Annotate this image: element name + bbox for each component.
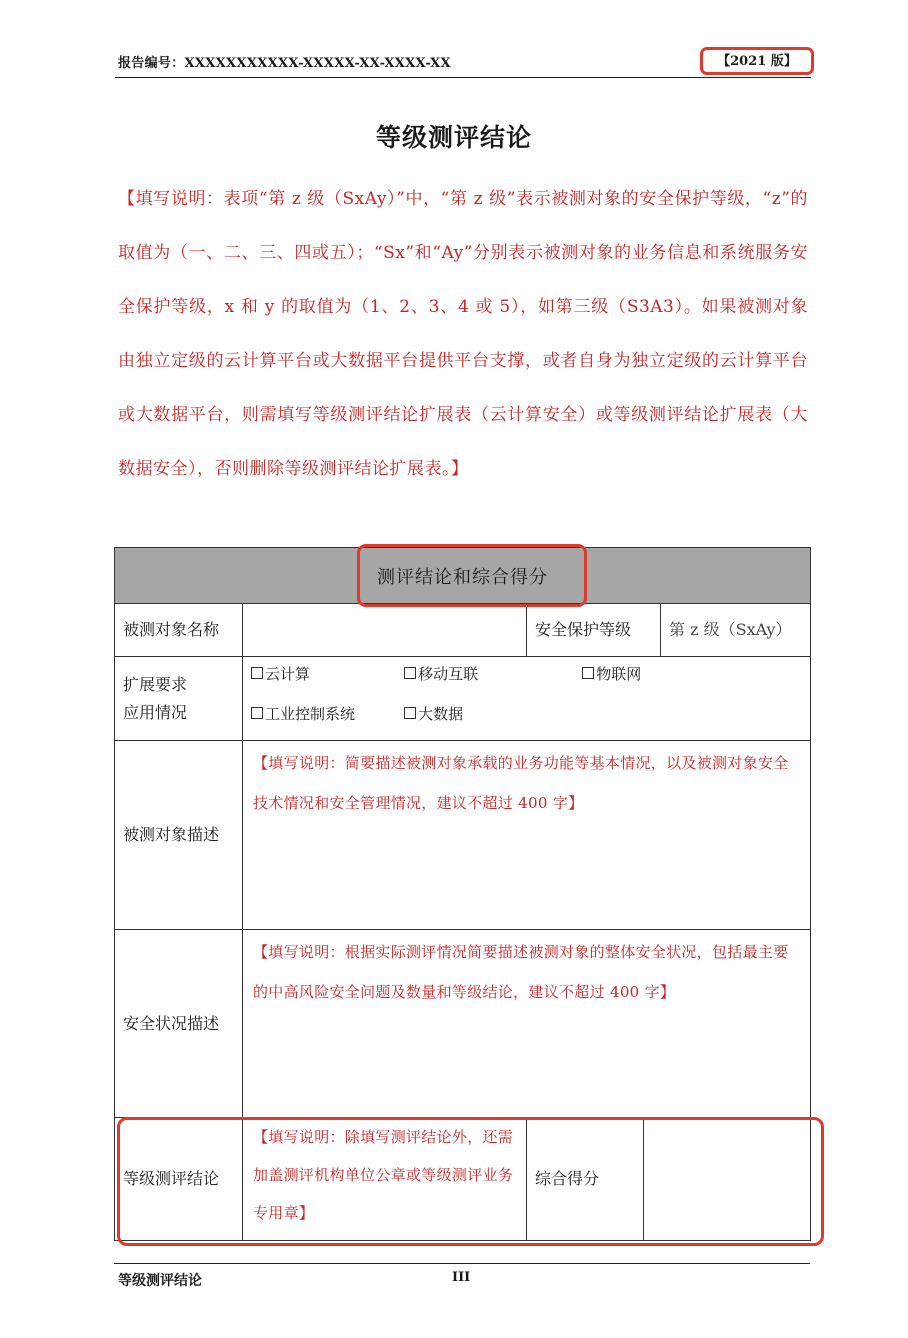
extension-requirements-label xyxy=(115,657,243,741)
highlight-box-header xyxy=(357,544,587,607)
footer-divider xyxy=(114,1263,810,1264)
score-label: 综合得分 xyxy=(527,1118,644,1241)
protection-level-value[interactable]: 第 z 级（SxAy） xyxy=(661,604,811,657)
page-title: 等级测评结论 xyxy=(375,123,532,152)
report-number: 报告编号：XXXXXXXXXXX-XXXXX-XX-XXXX-XX xyxy=(118,56,451,71)
conclusion-note[interactable]: 【填写说明：除填写测评结论外，还需加盖测评机构单位公章或等级测评业务专用章】 xyxy=(243,1118,527,1241)
security-status-note[interactable]: 【填写说明：根据实际测评情况简要描述被测对象的整体安全状况，包括最主要的中高风险安全问题及数量和等级结论，建议不超过 400 字】 xyxy=(243,930,811,1118)
checkbox-icon[interactable] xyxy=(404,667,416,679)
table-header: 测评结论和综合得分 xyxy=(115,548,811,604)
option-ics[interactable]: 工业控制系统 xyxy=(251,703,399,724)
object-description-label: 被测对象描述 xyxy=(115,741,243,930)
object-description-note[interactable]: 【填写说明：简要描述被测对象承载的业务功能等基本情况，以及被测对象安全技术情况和安全管理情况，建议不超过 400 字】 xyxy=(243,741,811,930)
checkbox-icon[interactable] xyxy=(251,707,263,719)
conclusion-label: 等级测评结论 xyxy=(115,1118,243,1241)
option-bigdata[interactable]: 大数据 xyxy=(404,703,463,724)
version-badge: 【2021 版】 xyxy=(700,47,814,75)
highlight-box-conclusion xyxy=(117,1117,824,1246)
object-name-label: 被测对象名称 xyxy=(115,604,243,657)
security-status-label: 安全状况描述 xyxy=(115,930,243,1118)
instruction-paragraph: 【填写说明：表项“第 z 级（SxAy）”中，“第 z 级”表示被测对象的安全保护等级，“z”的取值为（一、二、三、四或五）；“Sx”和“Ay”分别表示被测对象的业务信息和系统服务安全保护等级，x 和 y 的取值为（1、2、3、4 或 5），如第三级（S3A3）。如果被测对象由独立定级的云计算平台或大数据平台提供平台支撑，或者自身为独立定级的云计算平台或大数据平台，则需填写等级测评结论扩展表（云计算安全）或等级测评结论扩展表（大数据安全），否则删除等级测评结论扩展表。】 xyxy=(118,189,808,479)
extension-label-line2: 应用情况 xyxy=(123,702,188,722)
protection-level-label: 安全保护等级 xyxy=(527,604,661,657)
option-iot[interactable]: 物联网 xyxy=(582,663,641,684)
checkbox-icon[interactable] xyxy=(251,667,263,679)
extension-options xyxy=(243,657,811,741)
option-cloud[interactable]: 云计算 xyxy=(251,663,399,684)
option-mobile[interactable]: 移动互联 xyxy=(404,663,577,684)
header-divider xyxy=(115,77,811,78)
page-number: III xyxy=(452,1270,471,1285)
footer-section-title: 等级测评结论 xyxy=(118,1273,202,1289)
checkbox-icon[interactable] xyxy=(404,707,416,719)
extension-label-line1: 扩展要求 xyxy=(123,674,188,694)
checkbox-icon[interactable] xyxy=(582,667,594,679)
object-name-value[interactable] xyxy=(243,604,527,657)
